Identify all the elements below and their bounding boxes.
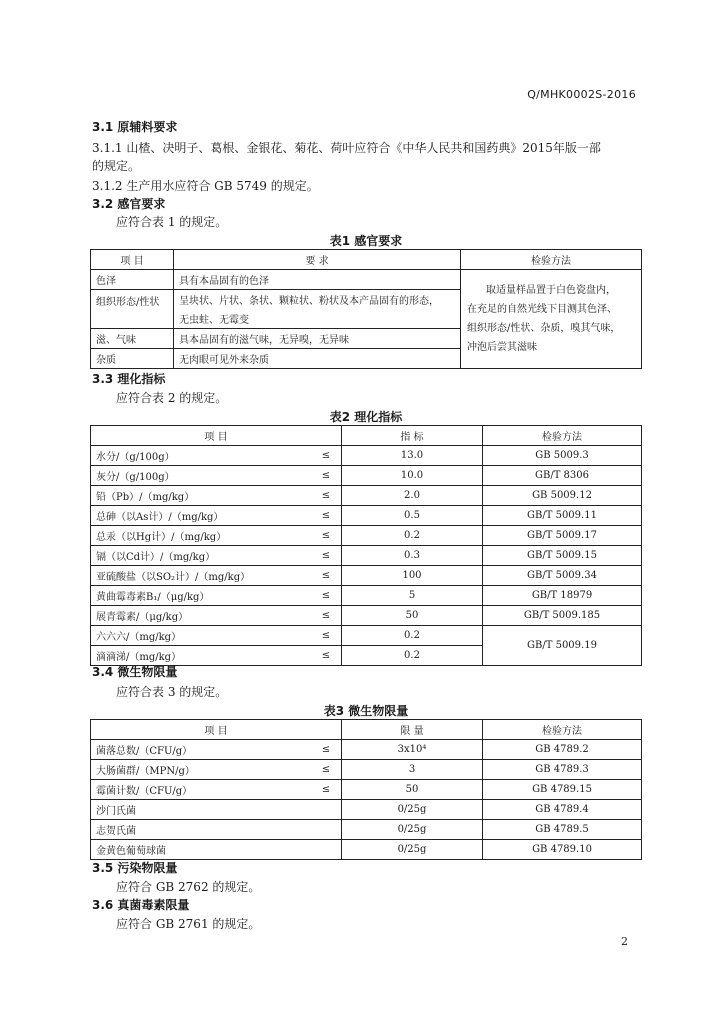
table2-item: 总汞（以Hg计）/（mg/kg） [91,526,312,546]
table2-value: 50 [342,606,483,626]
table2-operator: ≤ [311,586,342,606]
table2-value: 0.2 [342,526,483,546]
table2-header-index: 指 标 [342,426,483,446]
table2-operator: ≤ [311,446,342,466]
table2-operator: ≤ [311,506,342,526]
table3-header-item: 项 目 [91,720,342,740]
table3-item: 霉菌计数/（CFU/g） [91,780,312,800]
table1-item: 滋、气味 [91,329,174,349]
table1-item: 组织形态/性状 [91,290,174,329]
table2-operator: ≤ [311,606,342,626]
table3-method: GB 4789.15 [483,780,642,800]
table3-value: 0/25g [342,840,483,860]
table3-caption: 表3 微生物限量 [323,704,409,718]
section-3-4-text: 应符合表 3 的规定。 [116,685,228,699]
table1-header-requirement: 要 求 [174,250,461,270]
table3-header-limit: 限 量 [342,720,483,740]
table2-operator: ≤ [311,526,342,546]
table1-item: 杂质 [91,349,174,369]
table2-method-merged: GB/T 5009.19 [483,626,642,666]
section-3-6-heading: 3.6 真菌毒素限量 [92,898,190,912]
table3-item: 菌落总数/（CFU/g） [91,740,312,760]
table2-value: 0.3 [342,546,483,566]
table2-item: 总砷（以As计）/（mg/kg） [91,506,312,526]
table3-method: GB 4789.10 [483,840,642,860]
table2-operator: ≤ [311,566,342,586]
table2-value: 10.0 [342,466,483,486]
table2-header-item: 项 目 [91,426,342,446]
table3-method: GB 4789.5 [483,820,642,840]
section-3-1-heading: 3.1 原辅料要求 [92,120,178,134]
table2-method: GB/T 5009.11 [483,506,642,526]
table2-item: 铅（Pb）/（mg/kg） [91,486,312,506]
table2-item: 灰分/（g/100g） [91,466,312,486]
table3-value: 3 [342,760,483,780]
table2-item: 展青霉素/（μg/kg） [91,606,312,626]
table1-sensory [90,249,642,369]
table2-item: 亚硫酸盐（以SO₂计）/（mg/kg） [91,566,312,586]
table3-value: 0/25g [342,800,483,820]
table3-operator [311,800,342,820]
table3-operator: ≤ [311,740,342,760]
table2-method: GB/T 18979 [483,586,642,606]
table3-method: GB 4789.4 [483,800,642,820]
section-3-2-text: 应符合表 1 的规定。 [116,215,228,229]
table1-header-method: 检验方法 [461,250,642,270]
document-code: Q/MHK0002S-2016 [527,88,636,101]
table3-value: 50 [342,780,483,800]
table2-method: GB 5009.3 [483,446,642,466]
table3-item: 沙门氏菌 [91,800,312,820]
table3-operator: ≤ [311,760,342,780]
table3-operator [311,840,342,860]
table2-item: 黄曲霉毒素B₁/（μg/kg） [91,586,312,606]
section-3-1-1-text-cont: 的规定。 [92,159,141,173]
table2-method: GB 5009.12 [483,486,642,506]
table2-header-method: 检验方法 [483,426,642,446]
table2-operator: ≤ [311,466,342,486]
table2-item: 六六六/（mg/kg） [91,626,312,646]
table3-item: 大肠菌群/（MPN/g） [91,760,312,780]
table3-item: 志贺氏菌 [91,820,312,840]
table2-value: 5 [342,586,483,606]
table2-method: GB/T 5009.34 [483,566,642,586]
table2-value: 0.2 [342,626,483,646]
section-3-2-heading: 3.2 感官要求 [92,197,166,211]
table2-operator: ≤ [311,486,342,506]
table1-item: 色泽 [91,270,174,290]
section-3-4-heading: 3.4 微生物限量 [92,665,178,679]
table1-header-item: 项 目 [91,250,174,270]
table2-value: 0.2 [342,646,483,666]
table3-microbial [90,719,642,860]
table1-caption: 表1 感官要求 [329,234,403,248]
section-3-1-1-text: 3.1.1 山楂、决明子、葛根、金银花、菊花、荷叶应符合《中华人民共和国药典》2015年版一部 [92,141,601,155]
table3-value: 3x10⁴ [342,740,483,760]
table2-caption: 表2 理化指标 [329,410,403,424]
table1-requirement: 具本品固有的滋气味，无异嗅，无异味 [174,329,461,349]
section-3-5-text: 应符合 GB 2762 的规定。 [116,880,261,894]
table3-item: 金黄色葡萄球菌 [91,840,312,860]
table3-value: 0/25g [342,820,483,840]
section-3-6-text: 应符合 GB 2761 的规定。 [116,917,261,931]
table2-item: 水分/（g/100g） [91,446,312,466]
table2-operator: ≤ [311,646,342,666]
table2-method: GB/T 5009.185 [483,606,642,626]
table2-method: GB/T 5009.17 [483,526,642,546]
table2-operator: ≤ [311,626,342,646]
table2-physicochemical [90,425,642,666]
section-3-3-heading: 3.3 理化指标 [92,372,166,386]
table1-requirement: 具有本品固有的色泽 [174,270,461,290]
table2-item: 镉（以Cd计）/（mg/kg） [91,546,312,566]
table2-method: GB/T 8306 [483,466,642,486]
table3-method: GB 4789.2 [483,740,642,760]
table3-method: GB 4789.3 [483,760,642,780]
table2-value: 2.0 [342,486,483,506]
table3-operator [311,820,342,840]
table1-requirement-cont: 无虫蛀、无霉变 [174,309,461,329]
section-3-5-heading: 3.5 污染物限量 [92,861,178,875]
table1-method: 取适量样品置于白色瓷盘内， 在充足的自然光线下目测其色泽、 组织形态/性状、杂质，嗅其气味， 冲泡后尝其滋味 [461,270,642,369]
table1-requirement: 呈块状、片状、条状、颗粒状、粉状及本产品固有的形态， [174,290,461,310]
table2-value: 13.0 [342,446,483,466]
table2-value: 0.5 [342,506,483,526]
table1-requirement: 无肉眼可见外来杂质 [174,349,461,369]
page-number: 2 [621,935,628,948]
table2-value: 100 [342,566,483,586]
section-3-3-text: 应符合表 2 的规定。 [116,391,228,405]
table3-operator: ≤ [311,780,342,800]
table2-method: GB/T 5009.15 [483,546,642,566]
table2-operator: ≤ [311,546,342,566]
table2-item: 滴滴涕/（mg/kg） [91,646,312,666]
table3-header-method: 检验方法 [483,720,642,740]
section-3-1-2-text: 3.1.2 生产用水应符合 GB 5749 的规定。 [92,179,319,193]
